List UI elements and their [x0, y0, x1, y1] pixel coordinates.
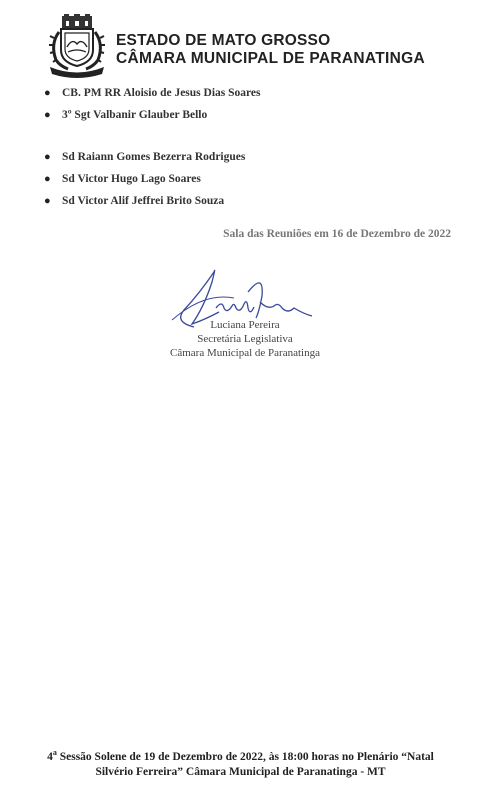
footer-line-2: Silvério Ferreira” Câmara Municipal de Paranatinga - MT	[95, 765, 386, 778]
bullet-icon: ●	[44, 195, 51, 207]
list-item: ● Sd Raiann Gomes Bezerra Rodrigues	[44, 151, 246, 163]
bullet-icon: ●	[44, 151, 51, 163]
session-footer	[20, 745, 461, 780]
signature-block	[140, 318, 350, 360]
signatory-role: Secretária Legislativa	[197, 333, 293, 345]
municipal-crest-icon	[46, 14, 108, 78]
list-item: ● CB. PM RR Aloisio de Jesus Dias Soares	[44, 87, 261, 99]
list-item: ● 3º Sgt Valbanir Glauber Bello	[44, 109, 208, 121]
honoree-list-2	[44, 149, 245, 215]
document-header	[46, 14, 466, 80]
bullet-icon: ●	[44, 109, 51, 121]
state-title: ESTADO DE MATO GROSSO	[116, 32, 331, 49]
list-item: ● Sd Victor Hugo Lago Soares	[44, 173, 201, 185]
signatory-institution: Câmara Municipal de Paranatinga	[170, 347, 320, 359]
list-item: ● Sd Victor Alif Jeffrei Brito Souza	[44, 195, 225, 207]
footer-line-1: 4$^a$ Sessão Solene de 19 de Dezembro de 2022, às 18:00 horas no Plenário “Natal	[47, 748, 434, 763]
place-and-date: Sala das Reuniões em 16 de Dezembro de 2022	[223, 228, 451, 240]
chamber-title: CÂMARA MUNICIPAL DE PARANATINGA	[116, 50, 425, 67]
bullet-icon: ●	[44, 87, 51, 99]
signatory-name: Luciana Pereira	[210, 319, 280, 331]
bullet-icon: ●	[44, 173, 51, 185]
honoree-list-1	[44, 85, 261, 129]
